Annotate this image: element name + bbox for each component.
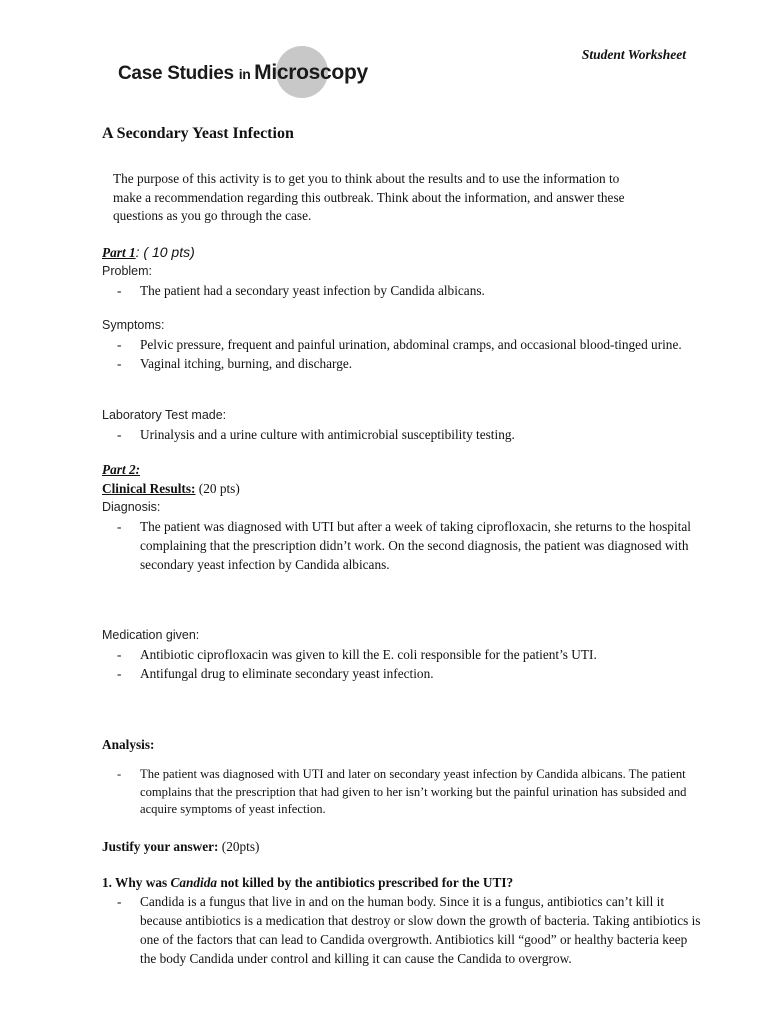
- part1-heading: Part 1: [102, 245, 136, 260]
- logo: [118, 44, 408, 100]
- list-item: - Antibiotic ciprofloxacin was given to kill the E. coli responsible for the patient’s UTI.: [117, 647, 597, 662]
- medication-label: Medication given:: [102, 628, 200, 642]
- justify-line: [102, 837, 702, 856]
- list-item: - The patient was diagnosed with UTI but after a week of taking ciprofloxacin, she returns to the hospital complaining that the prescription didn’t work. On the second diagnosis, the patient was diagnosed with secondary yeast infection by Candida albicans.: [117, 519, 691, 572]
- part1-points: : ( 10 pts): [135, 244, 195, 260]
- clinical-results-label: Clinical Results:: [102, 481, 196, 496]
- part2-heading: Part 2:: [102, 462, 141, 477]
- lab-section: [102, 406, 702, 444]
- clinical-results-line: [102, 479, 702, 498]
- list-item: - Antifungal drug to eliminate secondary yeast infection.: [117, 666, 434, 681]
- symptoms-section: [102, 316, 702, 373]
- diagnosis-list: [102, 517, 702, 574]
- purpose-paragraph: The purpose of this activity is to get you to think about the results and to use the information to make a recommendation regarding this outbreak. Think about the information, and answer these questions as you go through the case.: [113, 171, 625, 223]
- logo-text: Case Studies in Microscopy: [118, 61, 368, 84]
- justify-points: (20pts): [218, 839, 260, 854]
- list-item: - Pelvic pressure, frequent and painful urination, abdominal cramps, and occasional blood-tinged urine.: [117, 337, 682, 352]
- analysis-body: [102, 766, 702, 819]
- clinical-results-points: (20 pts): [195, 481, 240, 496]
- medication-section: [102, 626, 702, 683]
- list-item: - Vaginal itching, burning, and discharge.: [117, 356, 353, 371]
- worksheet-label: Student Worksheet: [581, 47, 686, 62]
- lab-label: Laboratory Test made:: [102, 408, 227, 422]
- analysis-label: Analysis:: [102, 737, 155, 752]
- list-item: - The patient was diagnosed with UTI and later on secondary yeast infection by Candida albicans. The patient complains that the prescription that had given to her isn’t working but the painful urination has subsided and acquire symptoms of yeast infection.: [117, 767, 687, 816]
- list-item: - Candida is a fungus that live in and on the human body. Since it is a fungus, antibiotics can’t kill it because antibiotics is a medication that destroy or slow down the growth of bacteria. Taking antibiotics is one of the factors that can lead to Candida overgrowth. Antibiotics kill “good” or healthy bacteria keep the body Candida under control and killing it can cause the Candida to overgrow.: [117, 894, 701, 966]
- problem-list: [102, 281, 702, 300]
- symptoms-label: Symptoms:: [102, 318, 165, 332]
- question1-section: [102, 873, 702, 968]
- document-title: A Secondary Yeast Infection: [102, 125, 294, 142]
- justify-label: Justify your answer:: [102, 839, 219, 854]
- symptoms-list: [102, 335, 702, 373]
- analysis-list: [102, 766, 702, 819]
- part1-section: [102, 243, 702, 300]
- part2-section: [102, 460, 702, 574]
- question1-text: 1. Why was Candida not killed by the antibiotics prescribed for the UTI?: [102, 875, 514, 890]
- list-item: - The patient had a secondary yeast infection by Candida albicans.: [117, 283, 485, 298]
- part1-heading-line: [102, 243, 702, 262]
- list-item: - Urinalysis and a urine culture with antimicrobial susceptibility testing.: [117, 427, 515, 442]
- question1-answer-list: [102, 892, 702, 968]
- problem-label: Problem:: [102, 264, 153, 278]
- medication-list: [102, 645, 702, 683]
- lab-list: [102, 425, 702, 444]
- analysis-section: [102, 735, 702, 754]
- diagnosis-label: Diagnosis:: [102, 500, 161, 514]
